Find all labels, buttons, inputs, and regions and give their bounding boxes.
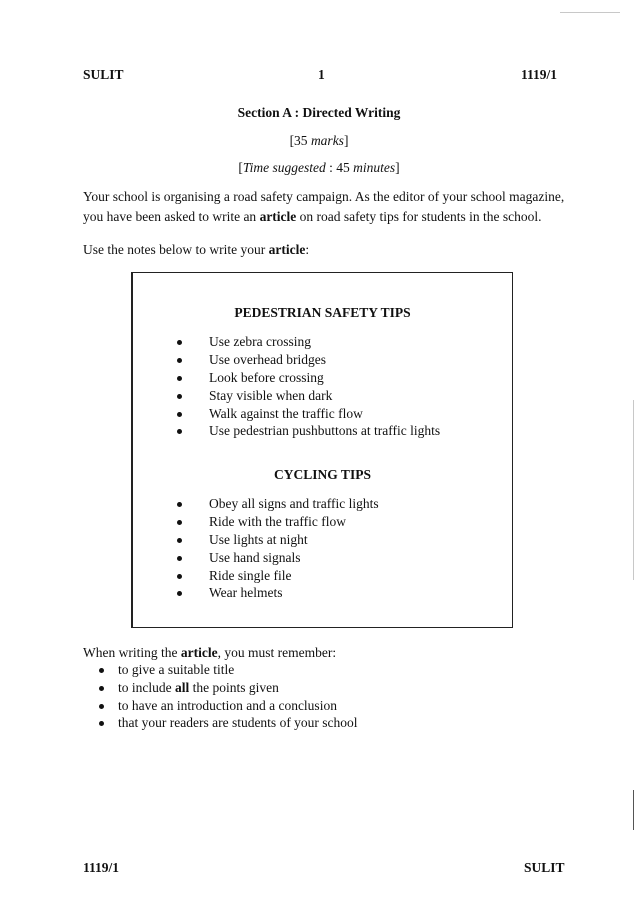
list-item: Use pedestrian pushbuttons at traffic lights — [173, 422, 440, 440]
bullet-icon — [177, 591, 182, 596]
list-item: to give a suitable title — [95, 661, 358, 679]
pedestrian-tips-list — [173, 333, 440, 440]
list-item: Obey all signs and traffic lights — [173, 495, 379, 513]
header-sulit-label: SULIT — [83, 67, 124, 82]
section-title: Section A : Directed Writing — [237, 105, 401, 120]
bullet-icon — [99, 721, 104, 726]
bullet-icon — [177, 520, 182, 525]
list-item: to have an introduction and a conclusion — [95, 697, 358, 715]
list-item: Wear helmets — [173, 584, 379, 602]
list-item: Use lights at night — [173, 531, 379, 549]
list-item: Ride single file — [173, 567, 379, 585]
bullet-icon — [177, 429, 182, 434]
list-item: Walk against the traffic flow — [173, 405, 440, 423]
bullet-icon — [177, 358, 182, 363]
footer-sulit-label: SULIT — [524, 860, 565, 875]
bullet-icon — [99, 668, 104, 673]
bullet-icon — [99, 686, 104, 691]
list-item: that your readers are students of your school — [95, 714, 358, 732]
bullet-icon — [177, 394, 182, 399]
page-number: 1 — [318, 67, 325, 82]
list-item: Use hand signals — [173, 549, 379, 567]
cycling-tips-heading: CYCLING TIPS — [274, 467, 371, 482]
list-item: Use zebra crossing — [173, 333, 440, 351]
scan-edge-mark — [633, 790, 634, 830]
bullet-icon — [177, 412, 182, 417]
bullet-icon — [177, 556, 182, 561]
list-item: Ride with the traffic flow — [173, 513, 379, 531]
pedestrian-tips-heading: PEDESTRIAN SAFETY TIPS — [234, 305, 411, 320]
bullet-icon — [177, 376, 182, 381]
marks-line: [35 marks] — [289, 133, 349, 148]
notes-box — [131, 272, 513, 628]
scan-edge-mark — [560, 12, 620, 13]
instruction-line: Use the notes below to write your article: — [83, 242, 310, 257]
list-item: Use overhead bridges — [173, 351, 440, 369]
bullet-icon — [99, 704, 104, 709]
cycling-tips-list — [173, 495, 379, 602]
bullet-icon — [177, 340, 182, 345]
bullet-icon — [177, 538, 182, 543]
list-item: to include all the points given — [95, 679, 358, 697]
bullet-icon — [177, 502, 182, 507]
time-suggested-line: [Time suggested : 45 minutes] — [238, 160, 400, 175]
intro-paragraph: Your school is organising a road safety campaign. As the editor of your school magazine, you have been asked to write an article on road safety tips for students in the school. — [83, 189, 565, 224]
scan-edge-mark — [633, 400, 634, 580]
header-paper-code: 1119/1 — [521, 67, 558, 82]
reminder-intro: When writing the article, you must remember: — [83, 645, 337, 660]
footer-paper-code: 1119/1 — [83, 860, 120, 875]
reminder-list — [95, 661, 358, 732]
list-item: Look before crossing — [173, 369, 440, 387]
bullet-icon — [177, 574, 182, 579]
list-item: Stay visible when dark — [173, 387, 440, 405]
